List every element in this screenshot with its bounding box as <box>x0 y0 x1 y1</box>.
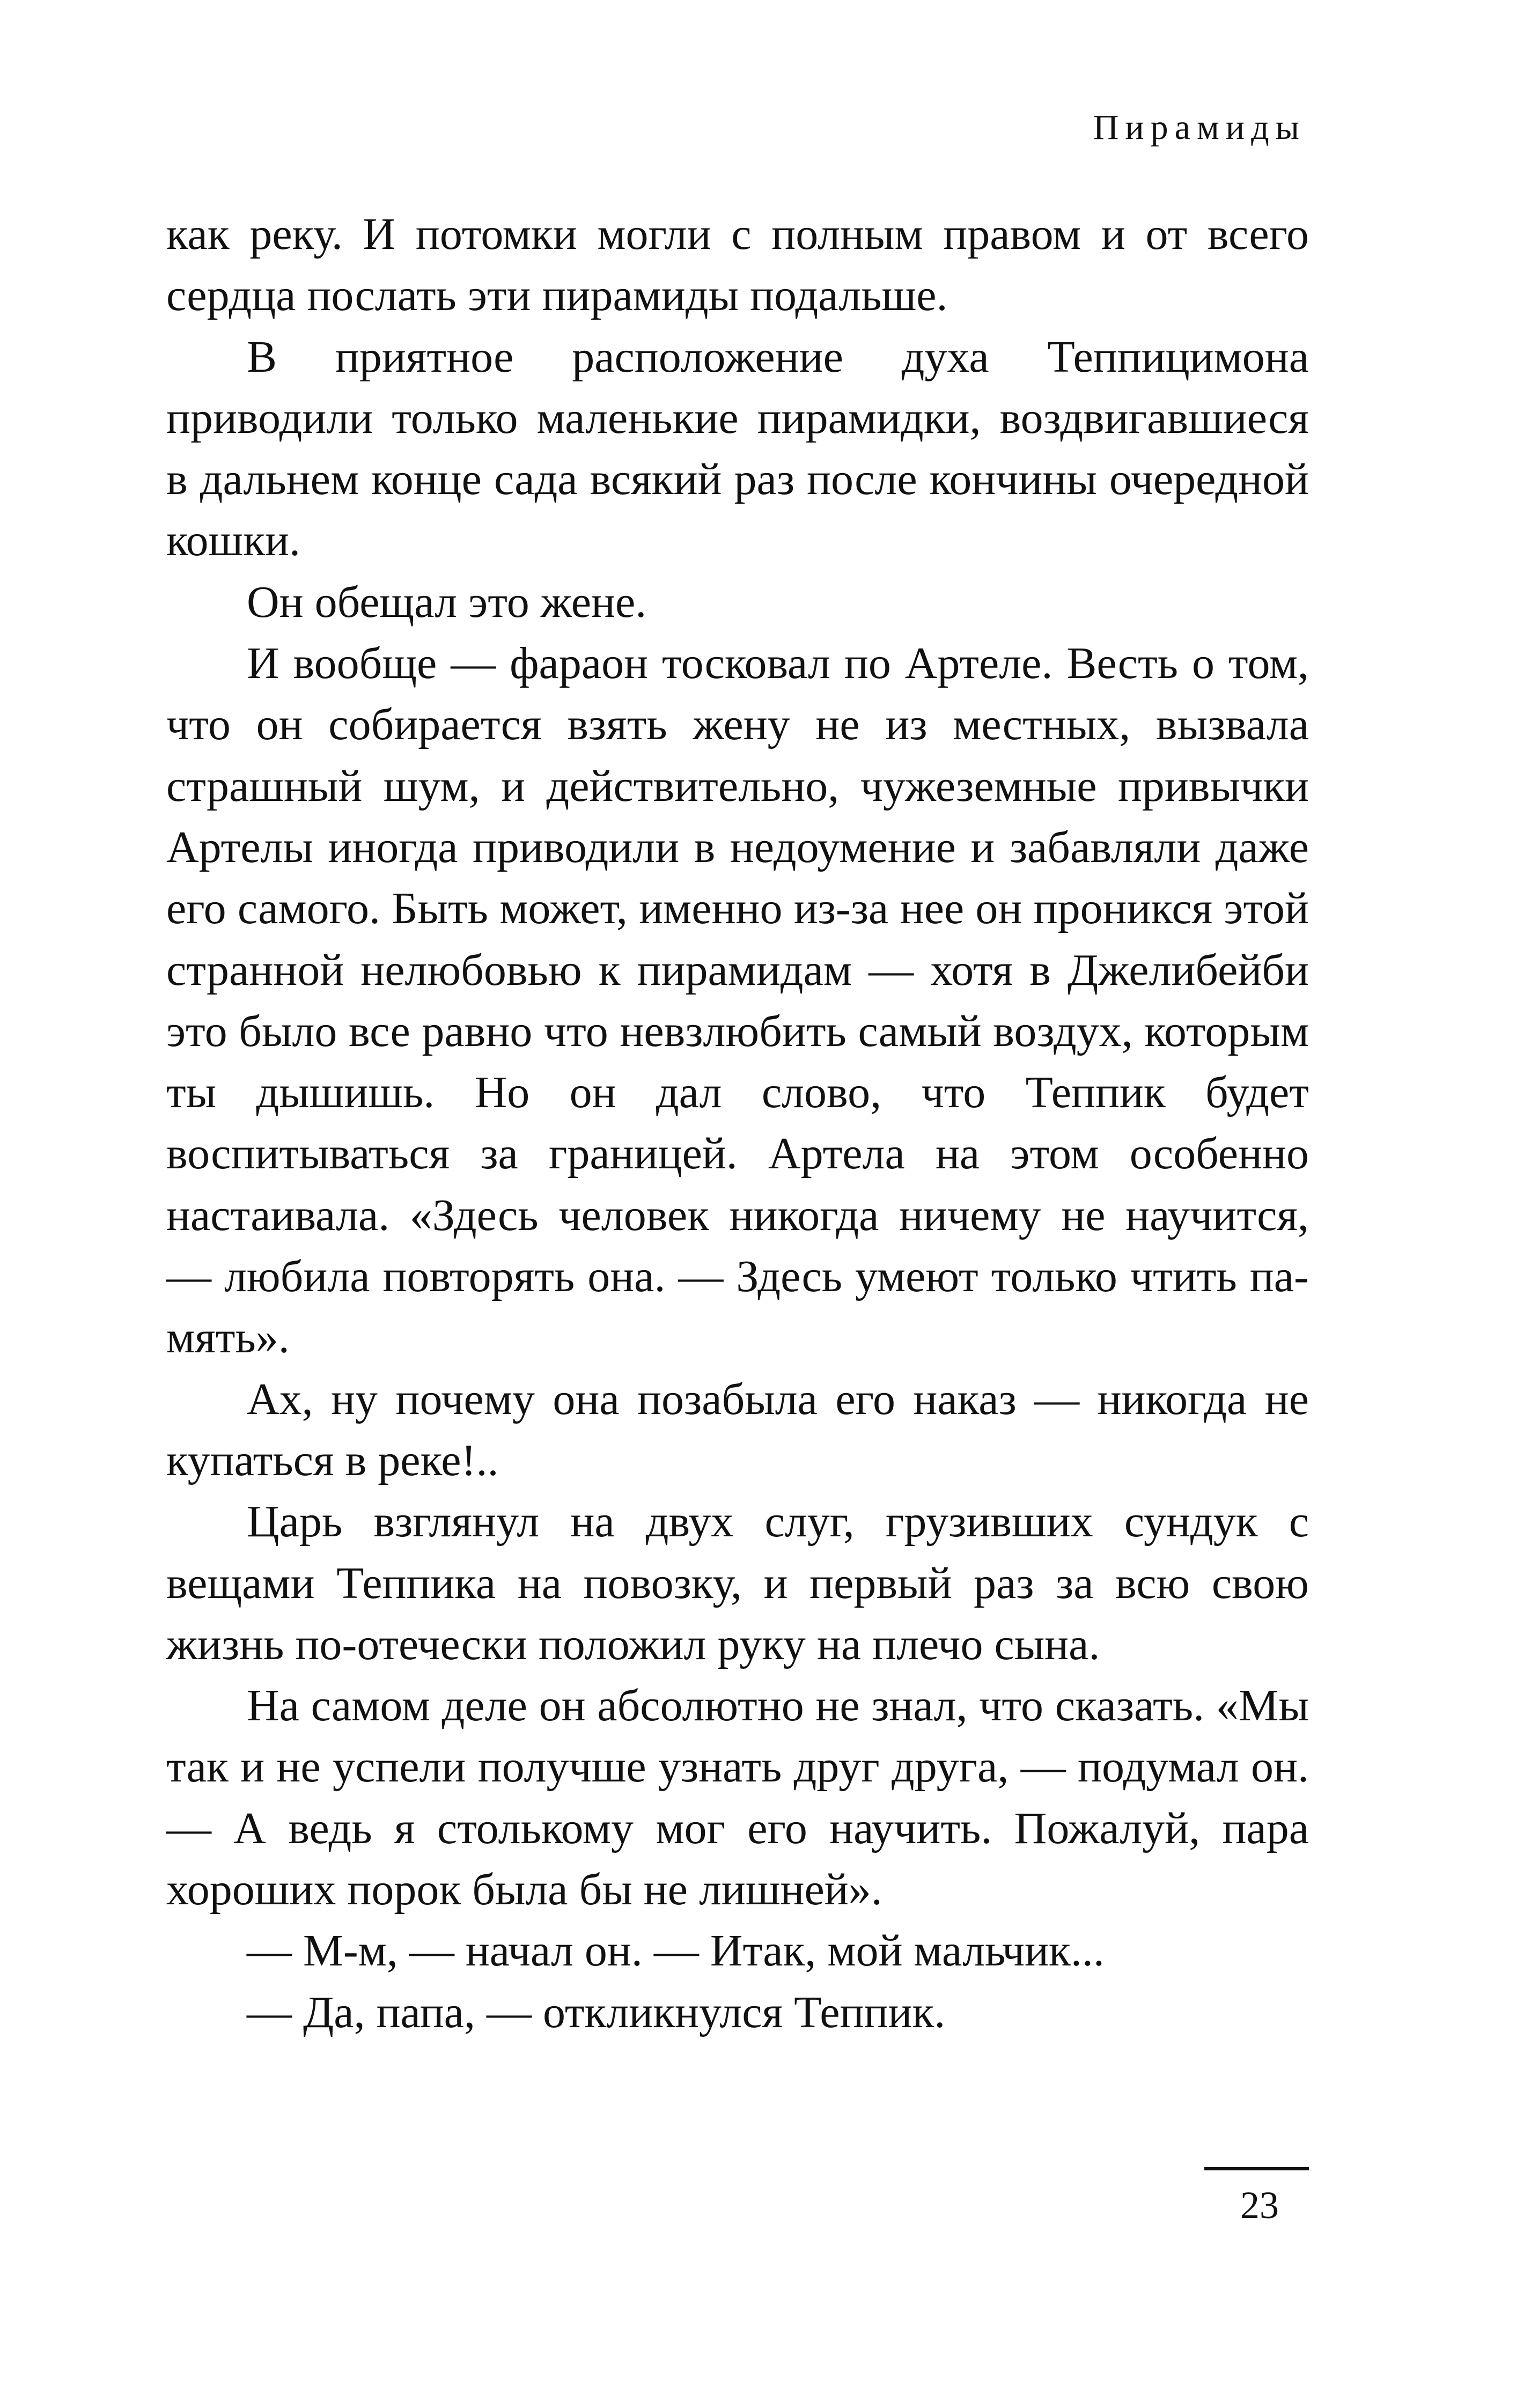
paragraph-1: как реку. И потомки могли с полным правом и от всего сердца послать эти пирамиды подальше. <box>166 209 1309 321</box>
paragraph-4: И вообще — фараон тосковал по Артеле. Весть о том, что он собирается взять жену не из местных, вызвала страшный шум, и действительно, чужеземные привычки Артелы иногда приводили в недоумение и забавляли даже его самого. Быть может, именно из-за нее он проникся этой странной нелюбовью к пирамидам — хотя в Джелибейби это было все равно что невзлюбить самый воздух, которым ты дышишь. Но он дал слово, что Теппик будет воспитываться за границей. Артела на этом особенно настаивала. «Здесь человек никогда ничему не научится, — любила повторять она. — Здесь умеют только чтить память». <box>166 638 1309 1363</box>
paragraph-8: — М-м, — начал он. — Итак, мой мальчик... <box>247 1926 1105 1976</box>
paragraph-5: Ах, ну почему она позабыла его наказ — никогда не купаться в реке!.. <box>166 1374 1309 1485</box>
paragraph-9: — Да, папа, — откликнулся Теппик. <box>247 1987 946 2037</box>
paragraph-7: На самом деле он абсолютно не знал, что сказать. «Мы так и не успели получше узнать друг друга, — подумал он. — А ведь я столькому мог его научить. Пожалуй, пара хороших порок была бы не лишней». <box>166 1681 1309 1915</box>
page-number-rule <box>1204 2167 1309 2170</box>
paragraph-6: Царь взглянул на двух слуг, грузивших сундук с вещами Теппика на повозку, и первый раз за всю свою жизнь по-отечески положил руку на плечо сына. <box>166 1497 1309 1669</box>
body-text <box>166 204 1309 2043</box>
running-title: Пирамиды <box>1093 108 1306 147</box>
page-number: 23 <box>1240 2184 1279 2227</box>
paragraph-2: В приятное расположение духа Теппицимона приводили только маленькие пирамидки, воздвигавшиеся в дальнем конце сада всякий раз после кончины очередной кошки. <box>166 332 1309 566</box>
paragraph-3: Он обещал это жене. <box>247 577 647 627</box>
